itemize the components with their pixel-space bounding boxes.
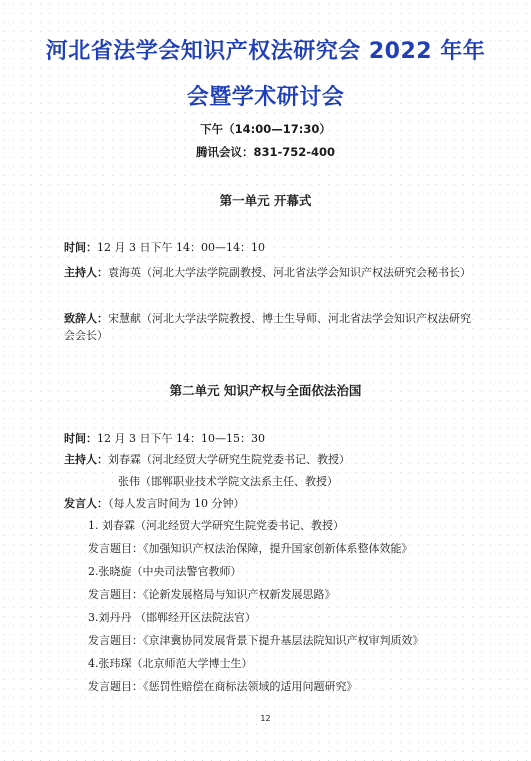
document-title-line1: 河北省法学会知识产权法研究会 2022 年年 <box>45 39 486 64</box>
speaker-1-topic: 发言题目：《加强知识产权法治保障，提升国家创新体系整体效能》 <box>88 542 413 555</box>
unit2-speakers-note: （每人发言时间为 10 分钟） <box>108 497 245 510</box>
unit1-time-value: 12 月 3 日下午 14：00—14：10 <box>97 241 265 254</box>
document-title-line2: 会暨学术研讨会 <box>186 85 345 110</box>
unit2-host1: 刘春霖（河北经贸大学研究生院党委书记、教授） <box>108 453 350 466</box>
unit2-speakers-row <box>64 496 245 512</box>
unit2-speakers-label: 发言人： <box>64 497 108 510</box>
speaker-1-name: 1. 刘春霖（河北经贸大学研究生院党委书记、教授） <box>88 519 344 532</box>
unit1-time-row <box>64 240 265 256</box>
unit2-host-row <box>64 452 350 468</box>
unit2-host-label: 主持人： <box>64 453 108 466</box>
page-number: 12 <box>260 714 271 723</box>
unit1-host-label: 主持人： <box>64 266 108 279</box>
unit1-host-value: 袁海英（河北大学法学院副教授、河北省法学会知识产权法研究会秘书长） <box>108 266 471 279</box>
unit1-speech-value: 宋慧献（河北大学法学院教授、博士生导师、河北省法学会知识产权法研究会会长） <box>64 312 471 342</box>
unit2-time-row <box>64 431 265 447</box>
unit1-heading: 第一单元 开幕式 <box>219 193 312 208</box>
speaker-4-topic: 发言题目：《惩罚性赔偿在商标法领域的适用问题研究》 <box>88 680 358 693</box>
unit2-heading: 第二单元 知识产权与全面依法治国 <box>169 383 362 398</box>
unit1-time-label: 时间： <box>64 241 97 254</box>
meeting-time: 下午（14:00—17:30） <box>200 122 331 136</box>
unit2-time-value: 12 月 3 日下午 14：10—15：30 <box>97 432 265 445</box>
unit1-speech-label: 致辞人： <box>64 312 108 325</box>
unit1-speech-row <box>64 310 480 344</box>
speaker-2-topic: 发言题目：《论新发展格局与知识产权新发展思路》 <box>88 588 336 601</box>
speaker-4-name: 4.张玮琛（北京师范大学博士生） <box>88 657 253 670</box>
unit2-time-label: 时间： <box>64 432 97 445</box>
speaker-3-name: 3.刘丹丹 （邯郸经开区法院法官） <box>88 611 256 624</box>
meeting-id: 腾讯会议：831-752-400 <box>195 145 336 159</box>
speaker-3-topic: 发言题目：《京津冀协同发展背景下提升基层法院知识产权审判质效》 <box>88 634 424 647</box>
speaker-2-name: 2.张晓旋（中央司法警官教师） <box>88 565 242 578</box>
unit2-host2: 张伟（邯郸职业技术学院文法系主任、教授） <box>118 475 338 488</box>
unit1-host-row <box>64 264 480 281</box>
